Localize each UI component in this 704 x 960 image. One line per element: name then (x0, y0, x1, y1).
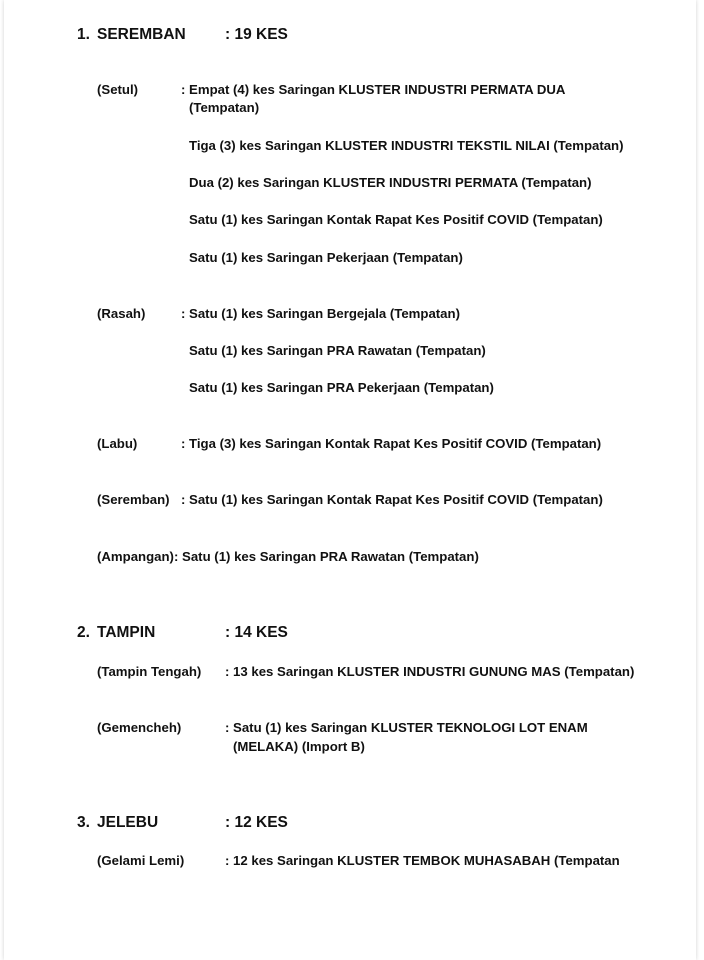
case-line: Satu (1) kes Saringan PRA Rawatan (Tempatan) (189, 343, 486, 358)
area-name: (Labu) (97, 436, 138, 451)
case-line: Satu (1) kes Saringan Kontak Rapat Kes Positif COVID (Tempatan) (189, 212, 603, 227)
case-line: : 12 kes Saringan KLUSTER TEMBOK MUHASABAH (Tempatan (225, 853, 620, 868)
case-line: (Tempatan) (189, 100, 260, 115)
area-name: (Gemencheh) (97, 720, 182, 735)
case-line: Satu (1) kes Saringan Pekerjaan (Tempatan) (189, 250, 463, 265)
district-name: TAMPIN (97, 624, 156, 641)
case-line: : 13 kes Saringan KLUSTER INDUSTRI GUNUNG MAS (Tempatan) (225, 664, 635, 679)
case-line: : Satu (1) kes Saringan PRA Rawatan (Tempatan) (174, 549, 479, 564)
district-name: SEREMBAN (97, 26, 186, 43)
district-name: JELEBU (97, 814, 159, 831)
case-line: (MELAKA) (Import B) (233, 739, 365, 754)
case-line: Satu (1) kes Saringan PRA Pekerjaan (Tempatan) (189, 380, 494, 395)
section-number: 3. (77, 814, 90, 831)
area-name: (Rasah) (97, 306, 146, 321)
district-total: : 19 KES (225, 26, 288, 43)
district-total: : 14 KES (225, 624, 288, 641)
case-line: Tiga (3) kes Saringan KLUSTER INDUSTRI TEKSTIL NILAI (Tempatan) (189, 138, 624, 153)
section-number: 2. (77, 624, 90, 641)
area-name: (Tampin Tengah) (97, 664, 202, 679)
case-line: : Satu (1) kes Saringan Bergejala (Tempatan) (181, 306, 460, 321)
section-number: 1. (77, 26, 90, 43)
case-line: : Empat (4) kes Saringan KLUSTER INDUSTRI PERMATA DUA (181, 82, 566, 97)
area-name: (Ampangan) (97, 549, 174, 564)
district-total: : 12 KES (225, 814, 288, 831)
area-name: (Seremban) (97, 492, 170, 507)
document-page (4, 0, 696, 960)
case-line: Dua (2) kes Saringan KLUSTER INDUSTRI PERMATA (Tempatan) (189, 175, 592, 190)
area-name: (Gelami Lemi) (97, 853, 185, 868)
case-line: : Satu (1) kes Saringan Kontak Rapat Kes Positif COVID (Tempatan) (181, 492, 603, 507)
area-name: (Setul) (97, 82, 139, 97)
case-line: : Tiga (3) kes Saringan Kontak Rapat Kes Positif COVID (Tempatan) (181, 436, 602, 451)
case-line: : Satu (1) kes Saringan KLUSTER TEKNOLOGI LOT ENAM (225, 720, 588, 735)
